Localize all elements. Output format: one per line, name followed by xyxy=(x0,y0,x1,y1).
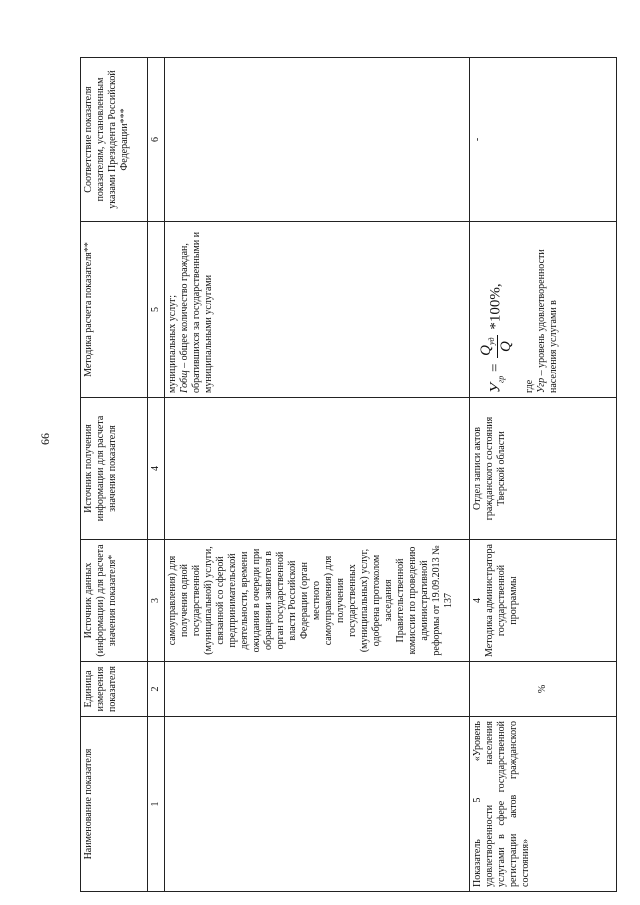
header-unit: Единица измерения показателя xyxy=(81,662,148,717)
column-number: 1 xyxy=(148,717,165,892)
page-number: 66 xyxy=(38,433,52,445)
rotated-table-container xyxy=(80,58,617,892)
cell-method xyxy=(470,222,617,398)
formula-denominator: Q xyxy=(497,341,514,353)
cell-info-source: Отдел записи актов гражданского состояния Тверской области xyxy=(470,398,617,540)
column-number: 4 xyxy=(148,398,165,540)
cell-empty xyxy=(165,717,470,892)
cell-empty xyxy=(165,58,470,222)
method-text-line: муниципальных услуг; xyxy=(167,294,178,393)
method-text: – общее количество граждан, обратившихся за государственными и муниципальными услугами xyxy=(179,231,214,393)
table-header-row xyxy=(81,58,148,892)
column-number: 2 xyxy=(148,662,165,717)
cell-compliance: - xyxy=(470,58,617,222)
method-formula xyxy=(472,226,524,393)
formula-lhs-sub: гр xyxy=(496,375,506,383)
column-number: 5 xyxy=(148,222,165,398)
formula-numerator: Q xyxy=(478,344,494,356)
cell-indicator-name: Показатель 5 «Уровень удовлетворенности населения услугами в сфере государственной регистрации актов гражданского состояния» xyxy=(470,717,617,892)
cell-unit: % xyxy=(470,662,617,717)
column-number: 6 xyxy=(148,58,165,222)
cell-method xyxy=(165,222,470,398)
data-source-text: Методика администратора государственной программы xyxy=(484,544,519,657)
method-variable: Угр xyxy=(536,377,548,393)
column-number-row xyxy=(148,58,165,892)
formula-tail: *100%, xyxy=(487,283,504,334)
header-method: Методика расчета показателя** xyxy=(81,222,148,398)
formula-lhs: У xyxy=(487,382,504,393)
formula-equals: = xyxy=(487,359,504,376)
formula-numerator-sub: уд xyxy=(487,337,496,345)
table-row xyxy=(165,58,470,892)
header-indicator-name: Наименование показателя xyxy=(81,717,148,892)
column-number: 3 xyxy=(148,540,165,662)
method-variable: Гобщ xyxy=(179,370,190,393)
data-source-number: 4 xyxy=(472,598,483,603)
header-data-source: Источник данных (информации) для расчета значения показателя* xyxy=(81,540,148,662)
method-text: – уровень удовлетворенности населения услугами в xyxy=(536,249,560,393)
indicators-table xyxy=(80,57,617,892)
cell-empty xyxy=(165,398,470,540)
header-info-source: Источник получения информации для расчета значения показателя xyxy=(81,398,148,540)
table-row xyxy=(470,58,617,892)
cell-empty xyxy=(165,662,470,717)
header-compliance: Соответствие показателя показателям, установленным указами Президента Российской Федерации*** xyxy=(81,58,148,222)
cell-data-source xyxy=(470,540,617,662)
formula-fraction xyxy=(478,335,514,357)
cell-data-source: самоуправления) для получения одной государственной (муниципальной) услуги, связанной со сферой предпринимательской деятельности, времени ожидания в очереди при обращении заявителя в орган государственной власти Российской Федерации (орган местного самоуправления) для получения государственных (муниципальных) услуг, одобрена протоколом заседания Правительственной комиссии по проведению административной реформы от 19.09.2013 № 137 xyxy=(165,540,470,662)
method-where: где xyxy=(524,379,536,393)
